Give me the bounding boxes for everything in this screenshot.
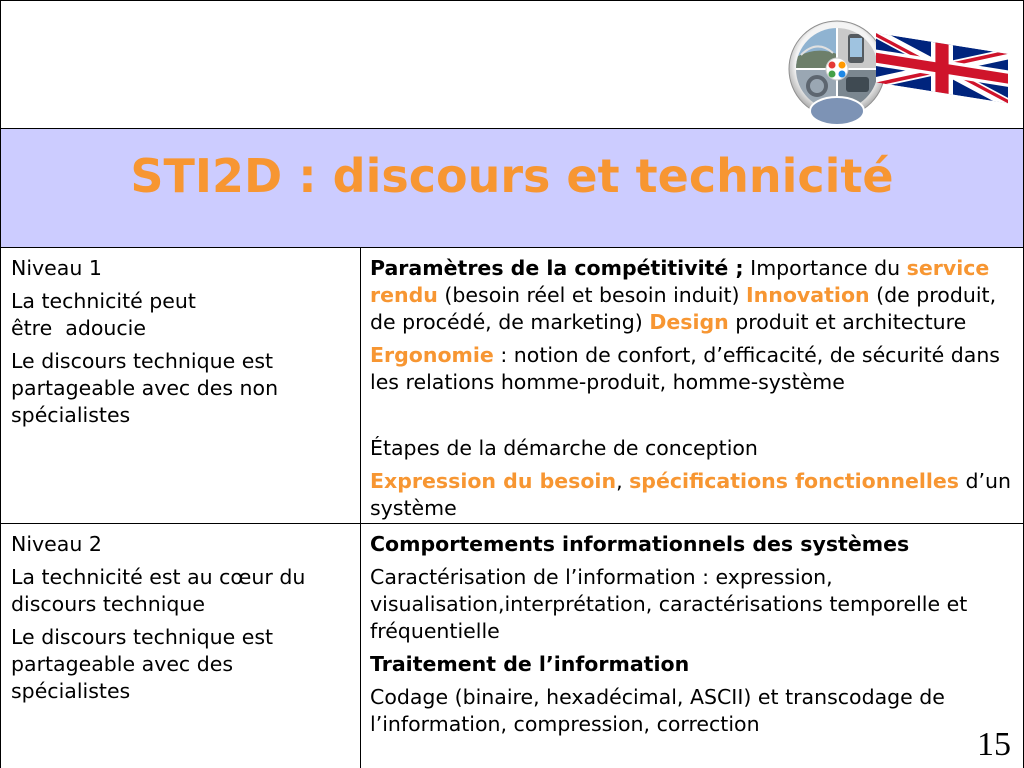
competitiveness-paragraph (370, 255, 1024, 336)
ergonomics-paragraph (370, 342, 1024, 396)
text-line (370, 282, 1024, 309)
key-term: Innovation (746, 283, 870, 307)
text-line: partageable avec des (11, 652, 234, 676)
section-heading: Paramètres de la compétitivité ; (370, 256, 744, 280)
text-line: partageable avec des non (11, 376, 279, 400)
text-run: d’un (959, 469, 1012, 493)
text-run: : notion de confort, d’efficacité, de sécurité dans (493, 343, 1000, 367)
level-audience (11, 348, 360, 429)
key-term: Expression du besoin (370, 469, 617, 493)
slide-title: STI2D : discours et technicité (130, 149, 894, 203)
table-row (0, 524, 1024, 768)
section-heading: Traitement de l’information (370, 652, 690, 676)
text-line: fréquentielle (370, 619, 500, 643)
text-line: La technicité peut (11, 289, 196, 313)
text-line: spécialistes (11, 403, 131, 427)
table-row (0, 248, 1024, 524)
level-description (11, 564, 360, 618)
text-line: discours technique (11, 592, 206, 616)
text-line: Étapes de la démarche de conception (370, 436, 758, 460)
text-run: Importance du (743, 256, 907, 280)
text-line: Le discours technique est (11, 349, 274, 373)
content-table (0, 247, 1024, 768)
text-line: Caractérisation de l’information : expression, (370, 565, 833, 589)
key-term: Ergonomie (370, 343, 494, 367)
level-cell (0, 524, 361, 768)
text-line: Le discours technique est (11, 625, 274, 649)
text-line: visualisation,interprétation, caractérisations temporelle et (370, 592, 968, 616)
encoding-paragraph (370, 684, 1024, 738)
key-term: spécifications fonctionnelles (629, 469, 960, 493)
slide-header (0, 0, 1024, 129)
text-line: être adoucie (11, 316, 146, 340)
text-line: Niveau 2 (11, 532, 102, 556)
page-number: 15 (977, 726, 1011, 763)
level-audience (11, 624, 360, 705)
information-behaviour-heading (370, 531, 1024, 558)
uk-flag-icon (873, 30, 1013, 106)
information-characterisation-paragraph (370, 564, 1024, 645)
level-heading (11, 531, 360, 558)
content-cell (361, 524, 1024, 768)
level-cell (0, 248, 361, 523)
text-line: Codage (binaire, hexadécimal, ASCII) et transcodage de (370, 685, 945, 709)
level-description (11, 288, 360, 342)
text-line: spécialistes (11, 679, 131, 703)
blank-line (370, 402, 1024, 429)
text-line: Niveau 1 (11, 256, 102, 280)
sti2d-logo-icon (787, 19, 887, 127)
needs-paragraph (370, 468, 1024, 522)
text-line: les relations homme-produit, homme-système (370, 370, 845, 394)
text-line (370, 342, 1024, 369)
key-term: service (906, 256, 990, 280)
text-line (370, 255, 1024, 282)
key-term: Design (649, 310, 729, 334)
content-cell (361, 248, 1024, 523)
text-run: de procédé, de marketing) (370, 310, 650, 334)
text-line: l’information, compression, correction (370, 712, 760, 736)
text-run: produit et architecture (728, 310, 967, 334)
text-line: La technicité est au cœur du (11, 565, 306, 589)
text-line (370, 309, 1024, 336)
title-band (0, 129, 1024, 247)
text-line: système (370, 496, 457, 520)
text-run: , (616, 469, 630, 493)
information-processing-heading (370, 651, 1024, 678)
level-heading (11, 255, 360, 282)
key-term: rendu (370, 283, 438, 307)
text-line (370, 468, 1024, 495)
text-run: (de produit, (869, 283, 997, 307)
design-steps-paragraph (370, 435, 1024, 462)
text-run: (besoin réel et besoin induit) (437, 283, 747, 307)
section-heading: Comportements informationnels des systèmes (370, 532, 910, 556)
